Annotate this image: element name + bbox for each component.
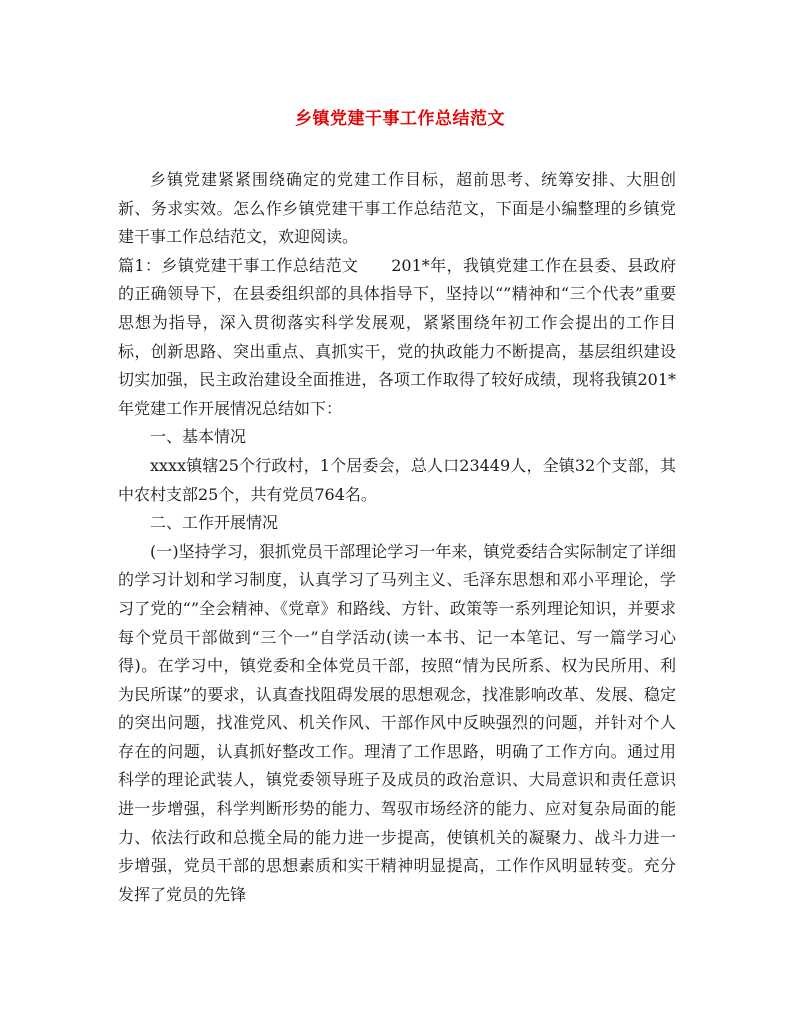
study-paragraph: (一)坚持学习，狠抓党员干部理论学习一年来，镇党委结合实际制定了详细的学习计划和学习制度，认真学习了马列主义、毛泽东思想和邓小平理论，学习了党的“”全会精神、《党章》和路线、方针、政策等一系列理论知识，并要求每个党员干部做到“三个一”自学活动(读一本书、记一本笔记、写一篇学习心得)。在学习中，镇党委和全体党员干部，按照“情为民所系、权为民所用、利为民所谋”的要求，认真查找阻碍发展的思想观念，找准影响改革、发展、稳定的突出问题，找准党风、机关作风、干部作风中反映强烈的问题，并针对个人存在的问题，认真抓好整改工作。理清了工作思路，明确了工作方向。通过用科学的理论武装人，镇党委领导班子及成员的政治意识、大局意识和责任意识进一步增强，科学判断形势的能力、驾驭市场经济的能力、应对复杂局面的能力、依法行政和总揽全局的能力进一步提高，使镇机关的凝聚力、战斗力进一步增强，党员干部的思想素质和实干精神明显提高，工作作风明显转变。充分发挥了党员的先锋 — [118, 541, 676, 904]
section-one-paragraph: 篇1：乡镇党建干事工作总结范文 201*年，我镇党建工作在县委、县政府的正确领导下，在县委组织部的具体指导下，坚持以“”精神和“三个代表”重要思想为指导，深入贯彻落实科学发展观，紧紧围绕年初工作会提出的工作目标，创新思路、突出重点、真抓实干，党的执政能力不断提高，基层组织建设切实加强，民主政治建设全面推进，各项工作取得了较好成绩，现将我镇201*年党建工作开展情况总结如下： — [118, 255, 676, 418]
heading-basic-situation: 一、基本情况 — [150, 427, 247, 447]
heading-work-progress: 二、工作开展情况 — [150, 513, 279, 533]
basic-situation-paragraph: xxxx镇辖25个行政村，1个居委会，总人口23449人，全镇32个支部，其中农村支部25个，共有党员764名。 — [118, 455, 676, 504]
intro-paragraph: 乡镇党建紧紧围绕确定的党建工作目标，超前思考、统筹安排、大胆创新、务求实效。怎么作乡镇党建干事工作总结范文，下面是小编整理的乡镇党建干事工作总结范文，欢迎阅读。 — [118, 170, 676, 247]
document-body — [118, 166, 676, 909]
document-title: 乡镇党建干事工作总结范文 — [295, 109, 505, 129]
